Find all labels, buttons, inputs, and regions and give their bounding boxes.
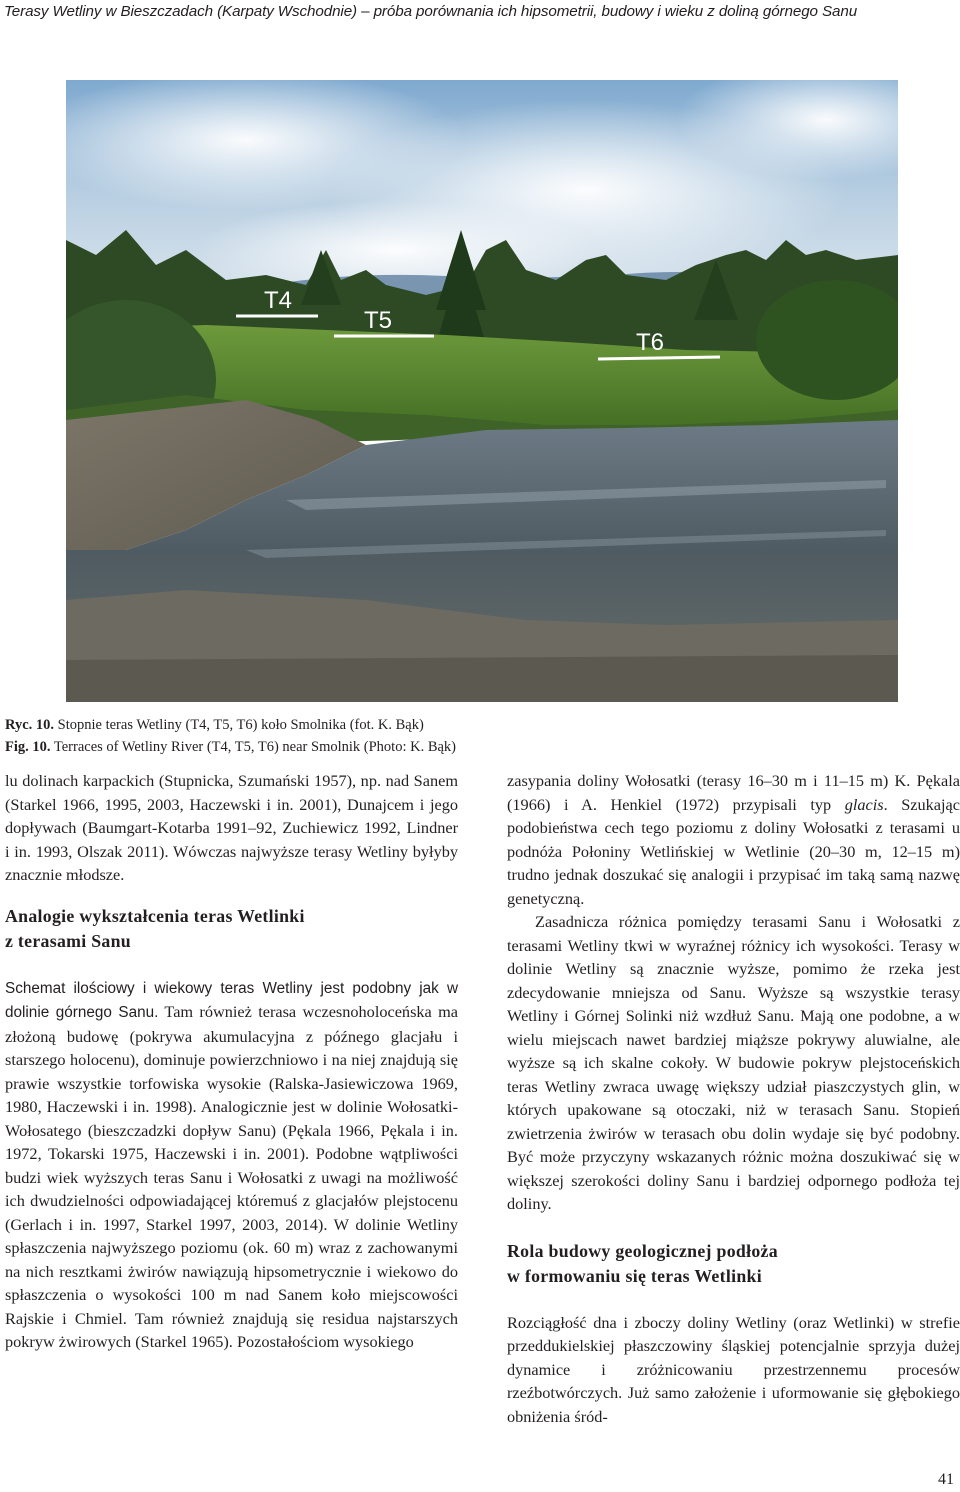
left-column bbox=[5, 769, 458, 1354]
terrace-label-t5: T5 bbox=[364, 307, 393, 334]
paragraph bbox=[507, 769, 960, 910]
figure-caption bbox=[5, 714, 905, 758]
terrace-photo bbox=[66, 80, 898, 702]
caption-english bbox=[5, 736, 905, 758]
section-heading bbox=[5, 904, 458, 954]
caption-polish bbox=[5, 714, 905, 736]
section-heading-line: Analogie wykształcenia teras Wetlinki bbox=[5, 905, 305, 926]
lead-sentence: Schemat ilościowy i wiekowy teras Wetliny jest podobny jak w dolinie górnego Sanu. bbox=[5, 979, 458, 1021]
caption-polish-text: Stopnie teras Wetliny (T4, T5, T6) koło Smolnika (fot. K. Bąk) bbox=[54, 717, 424, 733]
paragraph: Rozciągłość dna i zboczy doliny Wetliny (oraz Wetlinki) w strefie przeddukielskiej płaszczowiny śląskiej potencjalnie sprzyja dużej dynamice i zróżnicowaniu przestrzennemu procesów rzeźbotwórczych. Już samo założenie i uformowanie się głębokiego obniżenia śród- bbox=[507, 1312, 960, 1426]
caption-english-label: Fig. 10. bbox=[5, 739, 51, 755]
caption-polish-label: Ryc. 10. bbox=[5, 717, 55, 733]
paragraph bbox=[5, 976, 458, 1354]
paragraph-text: Tam również terasa wczesnoholoceńska ma złożoną budowę (pokrywa akumulacyjna z późnego glacjału i starszego holocenu), dominuje powierzchniowo i na niej znajdują się prawie wszystkie torfowiska wysokie (Ralska-Jasiewiczowa 1969, 1980, Haczewski i in. 1998). Analogicznie jest w dolinie Wołosatki-Wołosatego (bieszczadzki dopływ Sanu) (Pękala 1966, Pękala i in. 1972, Tokarski 1975, Haczewski i in. 2001). Podobne wątpliwości budzi wiek wyższych teras Sanu i Wołosatki z uwagi na możliwość ich dwudzielności odpowiadającej któremuś z glacjałów plejstocenu (Gerlach i in. 1997, Starkel 1997, 2003, 2014). W dolinie Wetliny spłaszczenia najwyższego poziomu (ok. 60 m) wraz z zachowanymi na nich resztkami żwirów nawiązują hipsometrycznie i wiekowo do spłaszczenia o wysokości 100 m nad Sanem koło miejscowości Rajskie i Chmiel. Tam również znajdują się residua najstarszych pokryw żwirowych (Starkel 1965). Pozostałościom wysokiego bbox=[5, 1002, 458, 1351]
caption-english-text: Terraces of Wetliny River (T4, T5, T6) near Smolnik (Photo: K. Bąk) bbox=[50, 739, 457, 755]
paragraph: Zasadnicza różnica pomiędzy terasami Sanu i Wołosatki z terasami Wetliny tkwi w wyraźnej różnicy ich wysokości. Terasy w dolinie Wetliny są znacznie wyższe, pomimo że rzeka jest zdecydowanie mniejsza od Sanu. Wyższe są wszystkie terasy Wetliny i Górnej Solinki niż wzdłuż Sanu. Mają one podobne, a w wielu miejscach nawet bardziej miąższe pokrywy aluwialne, ale wyższe są ich skalne cokoły. W budowie pokryw plejstoceńskich teras Wetliny zwraca uwagę większy udział piaszczystych glin, w których upakowane są otoczaki, niż w terasach Sanu. Stopień zwietrzenia żwirów w terasach obu dolin wydaje się być podobny. Być może przyczyny wskazanych różnic można doszukiwać się w większej szerokości doliny Sanu i bardziej odpornego podłoża tej doliny. bbox=[507, 912, 960, 1213]
paragraph-text: zasypania doliny Wołosatki (terasy 16–30 m i 11–15 m) K. Pękala (1966) i A. Henkiel (1972) przypisali typ bbox=[507, 771, 960, 814]
page-number: 41 bbox=[938, 1471, 954, 1488]
section-heading-line: z terasami Sanu bbox=[5, 930, 131, 951]
paragraph: lu dolinach karpackich (Stupnicka, Szumański 1957), np. nad Sanem (Starkel 1966, 1995, 2003, Haczewski i in. 2001), Dunajcem i jego dopływach (Baumgart-Kotarba 1991–92, Zuchiewicz 1992, Lindner i in. 1993, Olszak 2011). Wówczas najwyższe terasy Wetliny byłyby znacznie młodsze. bbox=[5, 771, 458, 884]
terrace-label-t4: T4 bbox=[264, 287, 293, 314]
running-header: Terasy Wetliny w Bieszczadach (Karpaty Wschodnie) – próba porównania ich hipsometrii, budowy i wieku z doliną górnego Sanu bbox=[4, 3, 858, 20]
italic-term: glacis bbox=[844, 794, 884, 814]
terrace-label-t6: T6 bbox=[636, 329, 665, 356]
section-heading-line: Rola budowy geologicznej podłoża bbox=[507, 1240, 778, 1261]
section-heading-line: w formowaniu się teras Wetlinki bbox=[507, 1265, 762, 1286]
section-heading bbox=[507, 1239, 960, 1289]
paragraph-text: . Szukając podobieństwa cech tego poziomu z doliny Wołosatki z terasami u podnóża Połoniny Wetlińskiej w Wetlinie (20–30 m, 12–15 m) trudno jednak doszukać się analogii i przypisać im taką samą nazwę genetyczną. bbox=[507, 794, 960, 908]
right-column bbox=[507, 769, 960, 1428]
